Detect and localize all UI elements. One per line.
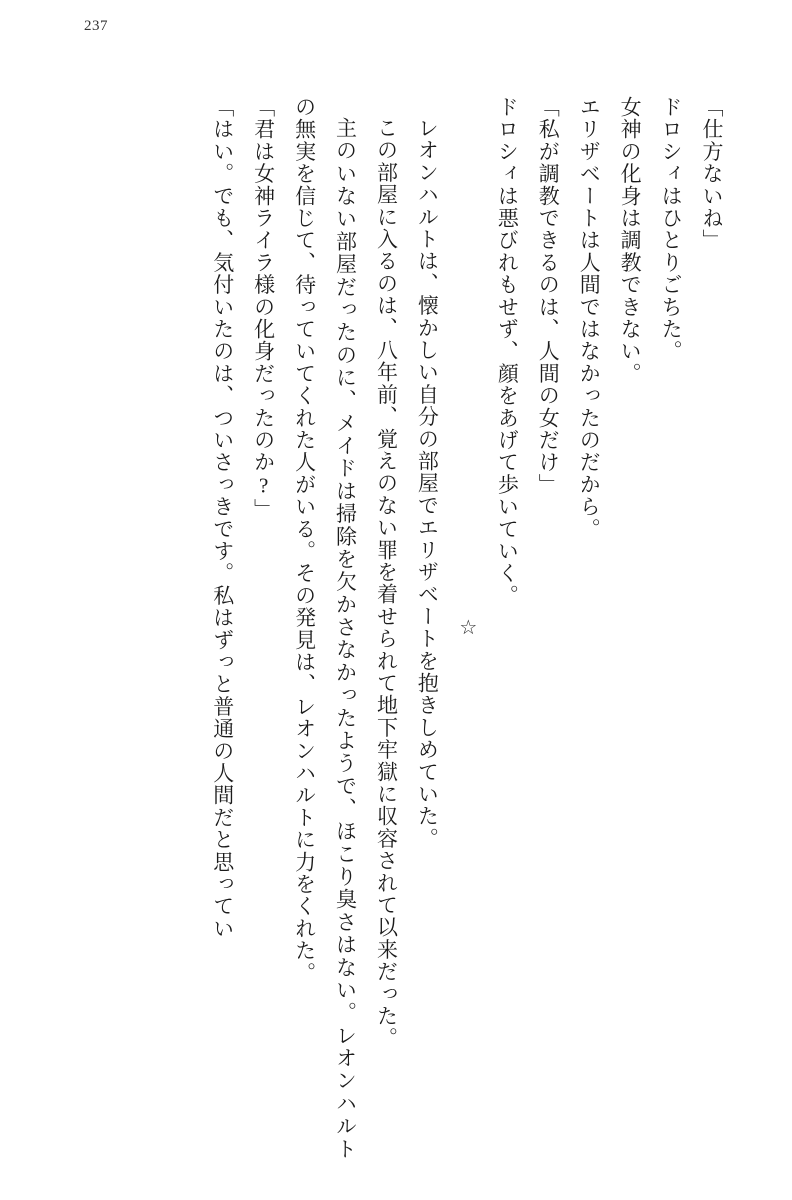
paragraph: 主のいない部屋だったのに、メイドは掃除を欠かさなかったようで、ほこり臭さはない。レオンハルトの無実を信じて、待っていてくれた人がいる。その発見は、レオンハルトに力をくれた。 [292,96,358,1160]
paragraph: ドロシィはひとりごちた。 [659,96,684,363]
paragraph: 「君は女神ライラ様の化身だったのか?」 [251,96,276,521]
paragraph: エリザベートは人間ではなかったのだから。 [577,96,602,540]
paragraph: この部屋に入るのは、八年前、覚えのない罪を着せられて地下牢獄に収容されて以来だった。 [374,117,399,1050]
paragraph: 「はい。でも、気付いたのは、ついさっきです。私はずっと普通の人間だと思ってい [210,96,235,940]
paragraph: 「仕方ないね」 [700,96,724,252]
page-body-text [60,96,732,1160]
paragraph: 女神の化身は調教できない。 [618,96,643,385]
paragraph: 「私が調教できるのは、人間の女だけ」 [536,96,561,496]
paragraph: ドロシィは悪びれもせず、顔をあげて歩いていく。 [495,96,520,607]
paragraph: レオンハルトは、懐かしい自分の部屋でエリザベートを抱きしめていた。 [415,117,440,850]
star-ornament: ☆ [456,615,479,641]
page-number: 237 [84,18,108,34]
